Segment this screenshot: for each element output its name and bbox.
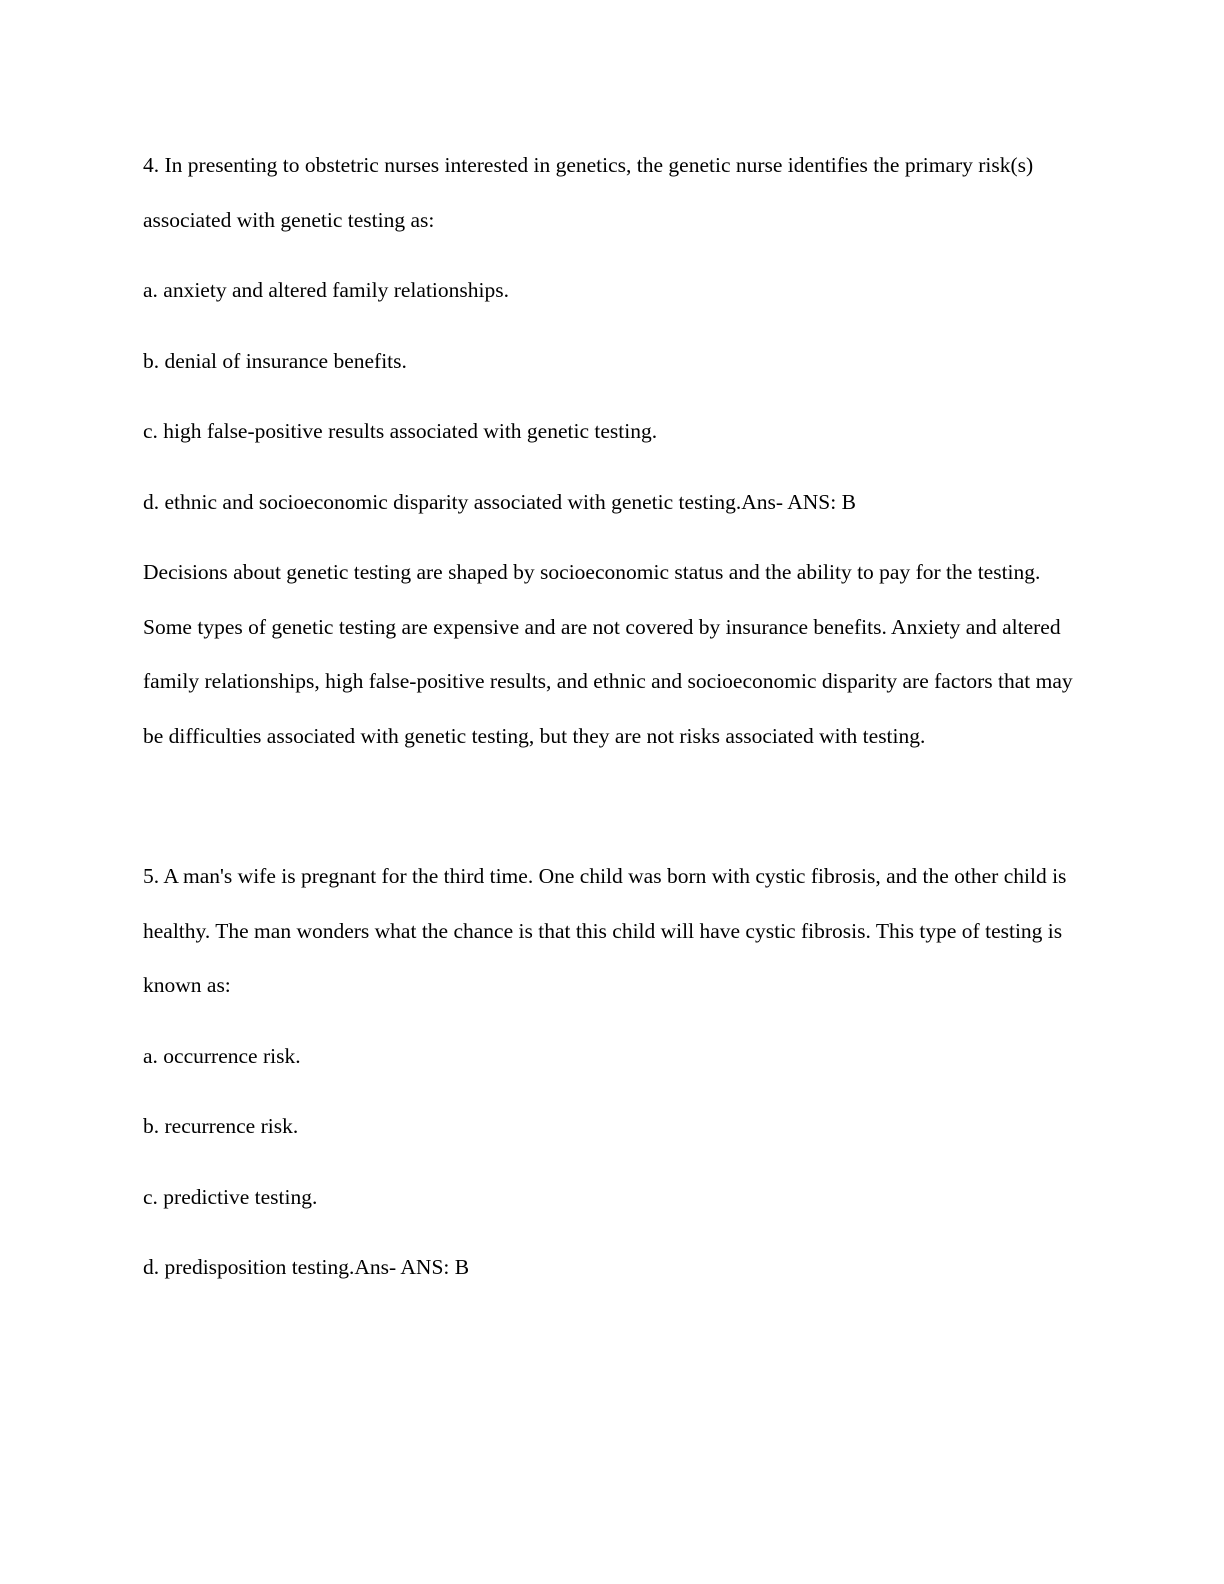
answer-option-a: a. occurrence risk.	[143, 1043, 301, 1068]
answer-option-d: d. ethnic and socioeconomic disparity associated with genetic testing.Ans- ANS: B	[143, 489, 856, 514]
answer-option-c: c. predictive testing.	[143, 1184, 318, 1209]
answer-rationale: Decisions about genetic testing are shaped by socioeconomic status and the ability to pay for the testing. Some types of genetic testing are expensive and are not covered by insurance benefits. Anxiety and altered family relationships, high false-positive results, and ethnic and socioeconomic disparity are factors that may be difficulties associated with genetic testing, but they are not risks associated with testing.	[143, 560, 1073, 748]
document-body	[143, 138, 1083, 1311]
answer-option-c: c. high false-positive results associated with genetic testing.	[143, 419, 658, 443]
question-5	[143, 849, 1083, 1295]
answer-option-b: b. denial of insurance benefits.	[143, 348, 407, 373]
question-prompt: 4. In presenting to obstetric nurses interested in genetics, the genetic nurse identifies the primary risk(s) associated with genetic testing as:	[143, 153, 1034, 232]
section-gap	[143, 779, 1083, 849]
question-4	[143, 138, 1083, 763]
answer-option-d: d. predisposition testing.Ans- ANS: B	[143, 1255, 470, 1279]
answer-option-b: b. recurrence risk.	[143, 1114, 299, 1138]
answer-option-a: a. anxiety and altered family relationships.	[143, 278, 509, 302]
question-prompt: 5. A man's wife is pregnant for the third time. One child was born with cystic fibrosis, and the other child is healthy. The man wonders what the chance is that this child will have cystic fibrosis. This type of testing is known as:	[143, 864, 1067, 997]
